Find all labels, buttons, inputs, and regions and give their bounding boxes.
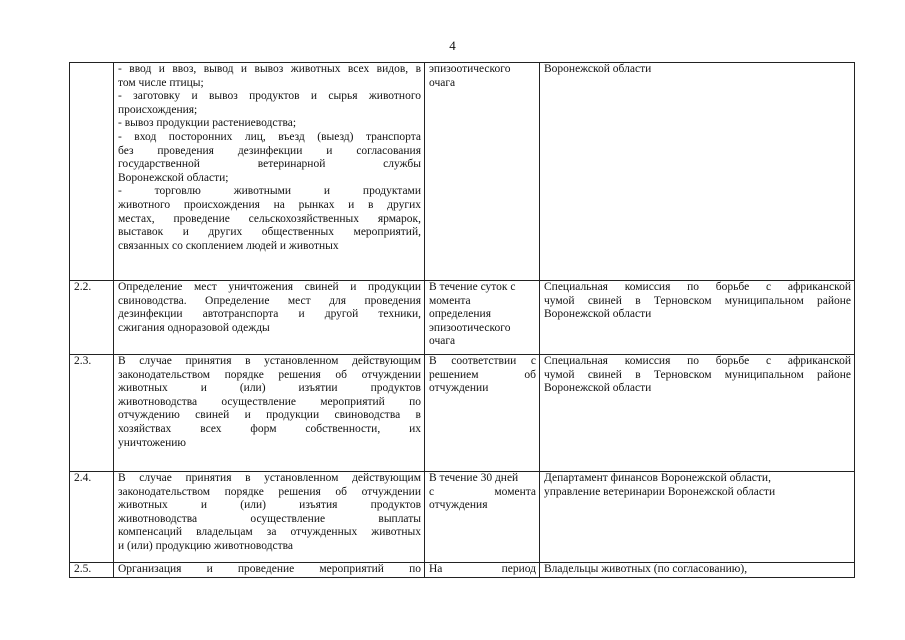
text-line: очага — [429, 335, 456, 348]
cell-activity — [114, 63, 425, 281]
text-line: В случае принятия в установленном действующим — [118, 355, 421, 367]
text-line: государственной ветеринарной службы — [118, 158, 421, 171]
cell-num: 2.4. — [70, 472, 114, 563]
text-line: выставок и других общественных мероприятий, — [118, 226, 421, 239]
cell-responsible — [540, 472, 855, 563]
text-line: На период — [429, 563, 536, 575]
text-line: чумой свиней в Терновском муниципальном районе — [544, 368, 851, 381]
text-line: с момента — [429, 485, 536, 498]
text-line: местах, проведение сельскохозяйственных ярмарок, — [118, 212, 421, 225]
text-line: чумой свиней в Терновском муниципальном районе — [544, 294, 851, 307]
text-line: Определение мест уничтожения свиней и продукции — [118, 281, 421, 293]
cell-activity — [114, 472, 425, 563]
table-row — [70, 355, 855, 472]
text-line: Специальная комиссия по борьбе с африканской — [544, 355, 851, 367]
text-line: дезинфекции автотранспорта и другой техники, — [118, 308, 421, 321]
text-line: Воронежской области — [544, 308, 652, 321]
text-line: Организация и проведение мероприятий по — [118, 563, 421, 575]
text-line: Воронежской области — [544, 382, 652, 395]
text-line: и (или) продукцию животноводства — [118, 539, 294, 552]
cell-activity — [114, 281, 425, 355]
text-line: В течение суток с — [429, 281, 516, 293]
cell-term — [425, 355, 540, 472]
cell-term — [425, 472, 540, 563]
page-number: 4 — [449, 38, 456, 53]
text-line: компенсаций владельцам за отчужденных животных — [118, 526, 421, 539]
cell-num: 2.3. — [70, 355, 114, 472]
text-line: В соответствии с — [429, 355, 536, 367]
text-line: эпизоотического — [429, 321, 511, 334]
table-row — [70, 472, 855, 563]
cell-activity — [114, 355, 425, 472]
cell-term — [425, 63, 540, 281]
cell-responsible — [540, 281, 855, 355]
text-line: эпизоотического — [429, 63, 511, 75]
text-line: законодательством порядке решения об отчуждении — [118, 368, 421, 381]
cell-num: 2.5. — [70, 563, 114, 578]
cell-num — [70, 63, 114, 281]
text-line: Воронежской области; — [118, 171, 229, 184]
text-line: В случае принятия в установленном действующим — [118, 472, 421, 484]
cell-term — [425, 563, 540, 578]
text-line: В течение 30 дней — [429, 472, 519, 484]
cell-responsible — [540, 563, 855, 578]
text-line: Департамент финансов Воронежской области, — [544, 472, 771, 484]
text-line: - ввод и ввоз, вывод и вывоз животных всех видов, в — [118, 63, 421, 75]
text-line: Специальная комиссия по борьбе с африканской — [544, 281, 851, 293]
text-line: животных и (или) изъятия продуктов — [118, 499, 421, 512]
table-row — [70, 281, 855, 355]
text-line: свиноводства. Определение мест для проведения — [118, 294, 421, 307]
text-line: законодательством порядке решения об отчуждении — [118, 485, 421, 498]
cell-term — [425, 281, 540, 355]
cell-num: 2.2. — [70, 281, 114, 355]
text-line: отчуждении — [429, 382, 489, 395]
text-line: уничтожению — [118, 436, 186, 449]
text-line: отчуждению свиней и продукции свиноводства в — [118, 409, 421, 422]
table-row-continuation — [70, 63, 855, 281]
text-line: происхождения; — [118, 103, 198, 116]
text-line: хозяйствах всех форм собственности, их — [118, 422, 421, 435]
text-line: сжигания одноразовой одежды — [118, 321, 270, 334]
text-line: - вывоз продукции растениеводства; — [118, 117, 297, 130]
text-line: - торговлю животными и продуктами — [118, 185, 421, 198]
text-line: момента — [429, 294, 471, 307]
text-line: - заготовку и вывоз продуктов и сырья животного — [118, 90, 421, 103]
text-line: том числе птицы; — [118, 76, 204, 89]
text-line: животноводства осуществление мероприятий по — [118, 395, 421, 408]
cell-responsible — [540, 63, 855, 281]
text-line: животноводства осуществление выплаты — [118, 512, 421, 525]
text-line: Владельцы животных (по согласованию), — [544, 563, 748, 575]
cell-activity — [114, 563, 425, 578]
text-line: решением об — [429, 368, 536, 381]
table-row — [70, 563, 855, 578]
text-line: связанных со скоплением людей и животных — [118, 239, 339, 252]
text-line: определения — [429, 308, 492, 321]
text-line: очага — [429, 76, 456, 89]
text-line: отчуждения — [429, 499, 488, 512]
text-line: Воронежской области — [544, 63, 652, 75]
text-line: без проведения дезинфекции и согласования — [118, 144, 421, 157]
cell-responsible — [540, 355, 855, 472]
text-line: животных и (или) изъятии продуктов — [118, 382, 421, 395]
text-line: - вход посторонних лиц, въезд (выезд) транспорта — [118, 130, 421, 143]
text-line: управление ветеринарии Воронежской области — [544, 485, 776, 498]
text-line: животного происхождения на рынках и в других — [118, 198, 421, 211]
measures-table — [69, 62, 855, 578]
